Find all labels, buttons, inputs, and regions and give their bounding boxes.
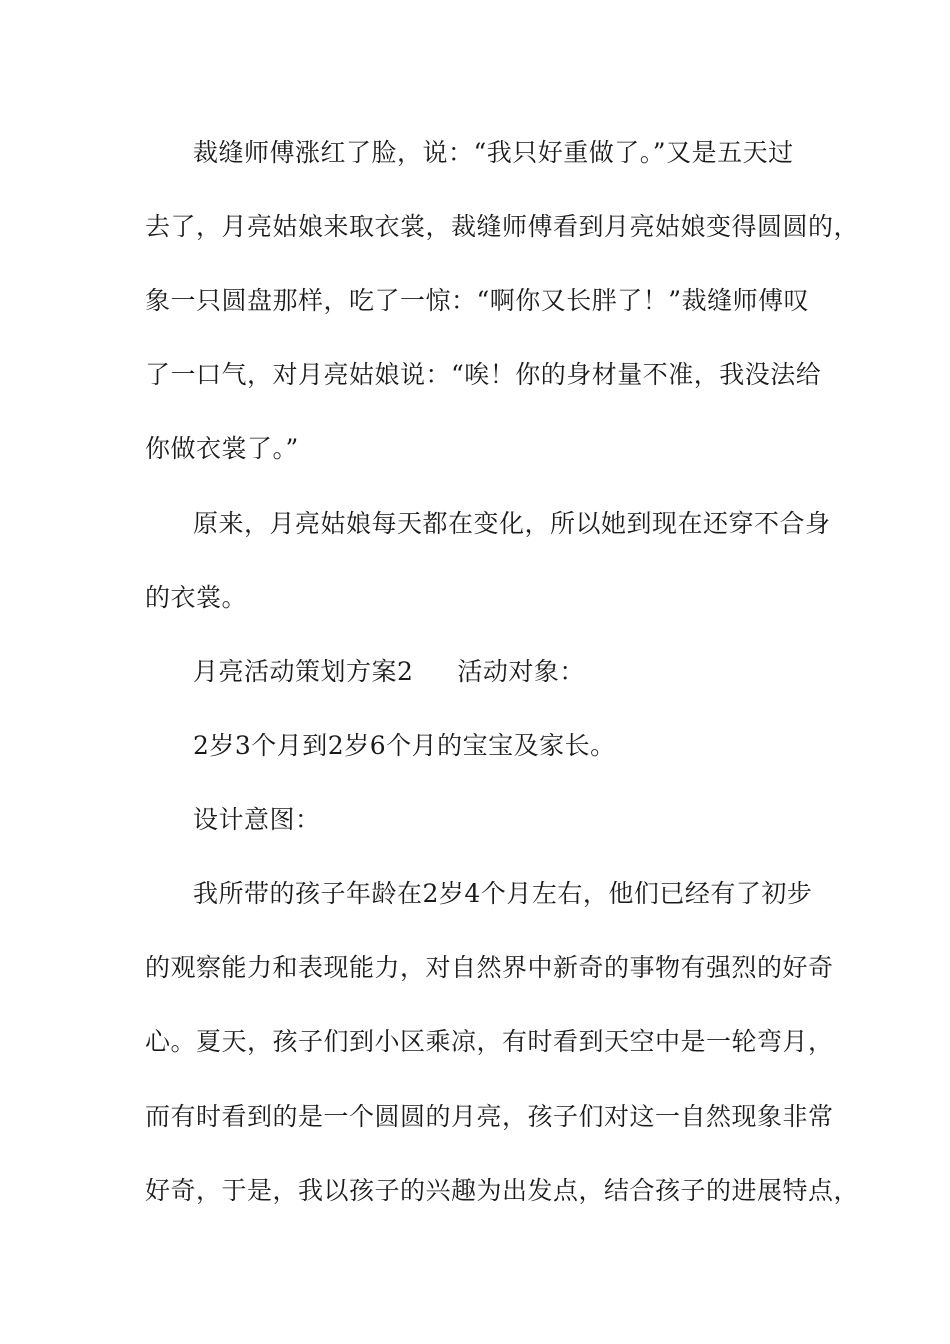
paragraph-line: 去了，月亮姑娘来取衣裳，裁缝师傅看到月亮姑娘变得圆圆的， — [145, 212, 860, 241]
section-heading-line — [193, 656, 585, 688]
paragraph-line: 原来，月亮姑娘每天都在变化，所以她到现在还穿不合身 — [193, 509, 831, 538]
paragraph-line: 心。夏天，孩子们到小区乘凉，有时看到天空中是一轮弯月， — [145, 1027, 834, 1056]
paragraph-line: 2岁3个月到2岁6个月的宝宝及家长。 — [193, 731, 616, 760]
paragraph-line: 好奇，于是，我以孩子的兴趣为出发点，结合孩子的进展特点， — [145, 1176, 860, 1205]
paragraph-line: 象一只圆盘那样，吃了一惊：“啊你又长胖了！”裁缝师傅叹 — [145, 286, 810, 315]
paragraph-line: 你做衣裳了。” — [145, 434, 299, 463]
subheading-design-intent: 设计意图： — [193, 805, 321, 834]
paragraph-line: 了一口气，对月亮姑娘说：“唉！你的身材量不准，我没法给 — [145, 360, 822, 389]
plan-title: 月亮活动策划方案2 — [193, 657, 414, 686]
activity-target-label: 活动对象： — [457, 657, 585, 686]
paragraph-line: 我所带的孩子年龄在2岁4个月左右，他们已经有了初步 — [193, 879, 813, 908]
paragraph-line: 的观察能力和表现能力，对自然界中新奇的事物有强烈的好奇 — [145, 953, 834, 982]
paragraph-line: 而有时看到的是一个圆圆的月亮，孩子们对这一自然现象非常 — [145, 1102, 834, 1131]
paragraph-line: 裁缝师傅涨红了脸，说：“我只好重做了。”又是五天过 — [193, 138, 794, 167]
paragraph-line: 的衣裳。 — [145, 583, 248, 612]
